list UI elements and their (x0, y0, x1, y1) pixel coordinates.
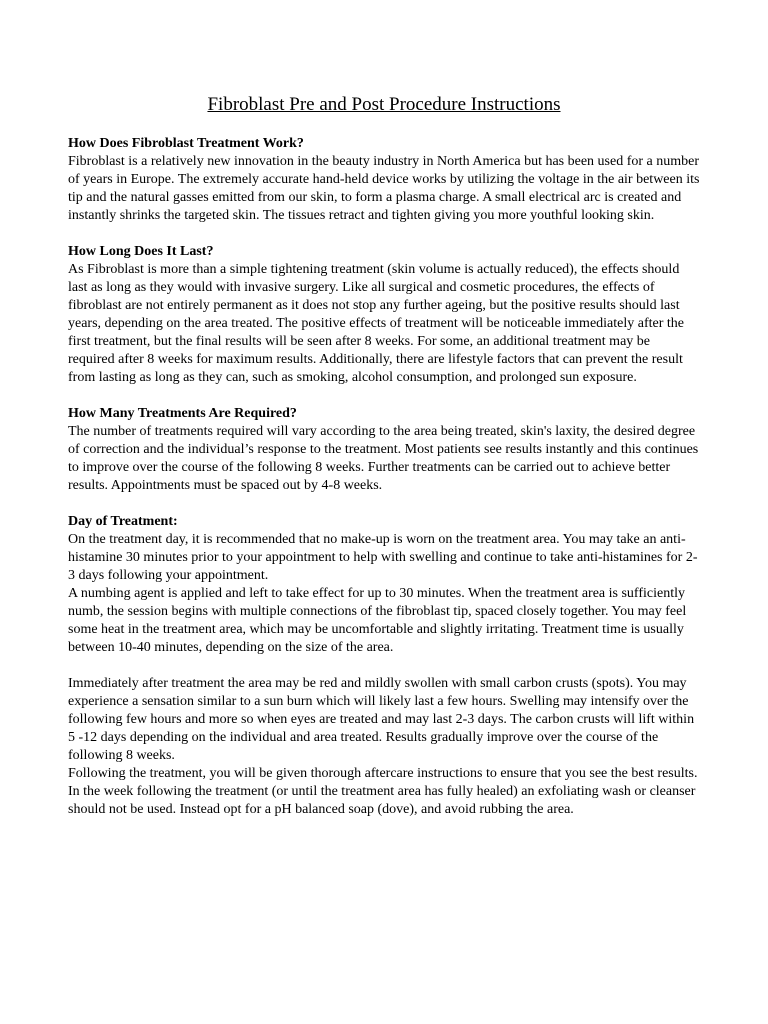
section-paragraph: On the treatment day, it is recommended that no make-up is worn on the treatment area. You may take an anti-histamine 30 minutes prior to your appointment to help with swelling and continue to take anti-histamines for 2-3 days following your appointment. (68, 532, 698, 583)
section-heading: How Many Treatments Are Required? (68, 406, 297, 421)
section-day-of-treatment (68, 513, 700, 657)
section-paragraph: As Fibroblast is more than a simple tightening treatment (skin volume is actually reduced), the effects should last as long as they would with invasive surgery. Like all surgical and cosmetic procedures, the effects of fibroblast are not entirely permanent as it does not stop any further ageing, but the positive results should last years, depending on the area treated. The positive effects of treatment will be noticeable immediately after the first treatment, but the final results will be seen after 8 weeks. For some, an additional treatment may be required after 8 weeks for maximum results. Additionally, there are lifestyle factors that can prevent the result from lasting as long as they can, such as smoking, alcohol consumption, and prolonged sun exposure. (68, 262, 685, 385)
section-aftercare (68, 675, 700, 819)
section-paragraph: A numbing agent is applied and left to take effect for up to 30 minutes. When the treatment area is sufficiently numb, the session begins with multiple connections of the fibroblast tip, spaced closely together. You may feel some heat in the treatment area, which may be uncomfortable and slightly irritating. Treatment time is usually between 10-40 minutes, depending on the size of the area. (68, 586, 687, 655)
spacer (68, 225, 700, 243)
section-heading: How Long Does It Last? (68, 244, 214, 259)
section-heading: Day of Treatment: (68, 514, 178, 529)
section-paragraph: The number of treatments required will vary according to the area being treated, skin's laxity, the desired degree of correction and the individual’s response to the treatment. Most patients see results instantly and this continues to improve over the course of the following 8 weeks. Further treatments can be carried out to achieve better results. Appointments must be spaced out by 4-8 weeks. (68, 424, 699, 493)
section-paragraph: Immediately after treatment the area may be red and mildly swollen with small carbon crusts (spots). You may experience a sensation similar to a sun burn which will likely last a few hours. Swelling may intensify over the following few hours and more so when eyes are treated and may last 2-3 days. The carbon crusts will lift within 5 -12 days depending on the individual and area treated. Results gradually improve over the course of the following 8 weeks. (68, 676, 695, 763)
section-paragraph: Following the treatment, you will be given thorough aftercare instructions to ensure that you see the best results. In the week following the treatment (or until the treatment area has fully healed) an exfoliating wash or cleanser should not be used. Instead opt for a pH balanced soap (dove), and avoid rubbing the area. (68, 766, 698, 817)
section-paragraph: Fibroblast is a relatively new innovation in the beauty industry in North America but has been used for a number of years in Europe. The extremely accurate hand-held device works by utilizing the voltage in the air between its tip and the natural gasses emitted from our skin, to form a plasma charge. A small electrical arc is created and instantly shrinks the targeted skin. The tissues retract and tighten giving you more youthful looking skin. (68, 154, 700, 223)
spacer (68, 495, 700, 513)
section-how-it-works (68, 135, 700, 225)
section-how-long (68, 243, 700, 387)
spacer (68, 387, 700, 405)
page-title: Fibroblast Pre and Post Procedure Instructions (207, 94, 561, 115)
spacer (68, 657, 700, 675)
section-heading: How Does Fibroblast Treatment Work? (68, 136, 304, 151)
section-how-many (68, 405, 700, 495)
